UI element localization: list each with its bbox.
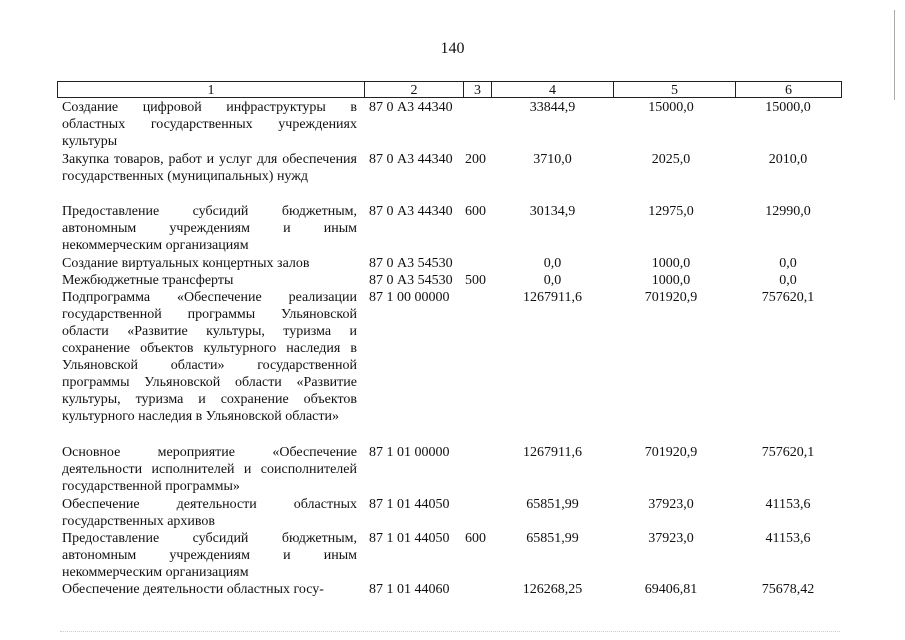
row-expense-type: 500 <box>465 273 486 288</box>
table-row <box>0 272 905 289</box>
row-value-col5: 1000,0 <box>651 273 691 288</box>
row-value-col4: 3710,0 <box>533 152 572 167</box>
row-value-col4: 1267911,6 <box>523 445 582 460</box>
row-value-col6: 757620,1 <box>761 445 815 460</box>
row-name: Создание виртуальных концертных залов <box>62 256 310 271</box>
row-name: Обеспечение деятельности областных госу- <box>62 582 324 597</box>
row-name: Основное мероприятие «Обеспечение деятельности исполнителей и соисполнителей государственной программы» <box>62 445 357 494</box>
row-value-col5: 2025,0 <box>651 152 691 167</box>
row-code: 87 1 00 00000 <box>369 290 450 305</box>
row-code: 87 1 01 00000 <box>369 445 450 460</box>
row-value-col5: 69406,81 <box>644 582 698 597</box>
table-row <box>0 203 905 255</box>
row-value-col6: 757620,1 <box>761 290 815 305</box>
row-name: Межбюджетные трансферты <box>62 273 234 288</box>
row-name: Предоставление субсидий бюджетным, автономным учреждениям и иным некоммерческим организациям <box>62 531 357 580</box>
table-row <box>0 581 905 598</box>
row-value-col5: 37923,0 <box>648 497 694 512</box>
row-expense-type: 600 <box>465 531 486 546</box>
row-value-col6: 15000,0 <box>765 100 811 115</box>
row-value-col4: 126268,25 <box>522 582 583 597</box>
row-value-col5: 15000,0 <box>648 100 694 115</box>
row-value-col4: 65851,99 <box>526 497 579 512</box>
header-col-6: 6 <box>735 82 841 97</box>
table-row <box>0 151 905 203</box>
header-col-3: 3 <box>463 82 491 97</box>
row-name: Создание цифровой инфраструктуры в областных государственных учреждениях культуры <box>62 100 357 149</box>
table-row <box>0 99 905 151</box>
row-code: 87 0 А3 44340 <box>369 204 453 219</box>
header-col-2: 2 <box>364 82 463 97</box>
row-value-col6: 0,0 <box>779 273 797 288</box>
row-value-col4: 0,0 <box>543 256 562 271</box>
table-row <box>0 289 905 444</box>
row-value-col6: 75678,42 <box>761 582 815 597</box>
row-value-col4: 1267911,6 <box>523 290 582 305</box>
row-value-col5: 701920,9 <box>644 445 698 460</box>
row-value-col5: 12975,0 <box>648 204 694 219</box>
row-value-col5: 701920,9 <box>644 290 698 305</box>
row-value-col6: 41153,6 <box>765 531 811 546</box>
table-row <box>0 530 905 581</box>
row-expense-type: 600 <box>465 204 486 219</box>
row-value-col6: 41153,6 <box>765 497 811 512</box>
row-name: Обеспечение деятельности областных государственных архивов <box>62 497 357 529</box>
row-name: Предоставление субсидий бюджетным, автономным учреждениям и иным некоммерческим организациям <box>62 204 357 253</box>
row-value-col5: 1000,0 <box>651 256 691 271</box>
row-code: 87 1 01 44060 <box>369 582 450 597</box>
scan-edge-line <box>894 10 895 100</box>
row-value-col4: 33844,9 <box>529 100 576 115</box>
row-value-col6: 2010,0 <box>768 152 808 167</box>
row-value-col5: 37923,0 <box>648 531 694 546</box>
row-code: 87 1 01 44050 <box>369 531 450 546</box>
table-header-row <box>57 81 842 98</box>
header-col-5: 5 <box>613 82 735 97</box>
page-number: 140 <box>440 40 465 57</box>
row-name: Закупка товаров, работ и услуг для обеспечения государственных (муниципальных) нужд <box>62 152 357 184</box>
table-row <box>0 444 905 496</box>
row-value-col6: 12990,0 <box>765 204 811 219</box>
row-code: 87 0 А3 44340 <box>369 100 453 115</box>
table-body <box>0 99 905 598</box>
row-value-col4: 65851,99 <box>526 531 579 546</box>
row-code: 87 0 А3 44340 <box>369 152 453 167</box>
row-name: Подпрограмма «Обеспечение реализации государственной программы Ульяновской области «Развитие культуры, туризма и сохранение объектов культурного наследия в Ульяновской области» государственной программы Ульяновской области «Развитие культуры, туризма и сохранение объектов культурного наследия в Ульяновской области» <box>62 290 357 424</box>
header-col-1: 1 <box>207 83 215 98</box>
table-row <box>0 255 905 272</box>
row-value-col4: 0,0 <box>543 273 562 288</box>
row-code: 87 1 01 44050 <box>369 497 450 512</box>
row-value-col4: 30134,9 <box>529 204 576 219</box>
header-col-4: 4 <box>491 82 613 97</box>
scan-noise-line <box>60 631 840 632</box>
row-expense-type: 200 <box>465 152 486 167</box>
row-code: 87 0 А3 54530 <box>369 273 453 288</box>
row-value-col6: 0,0 <box>779 256 797 271</box>
row-code: 87 0 А3 54530 <box>369 256 453 271</box>
table-row <box>0 496 905 530</box>
